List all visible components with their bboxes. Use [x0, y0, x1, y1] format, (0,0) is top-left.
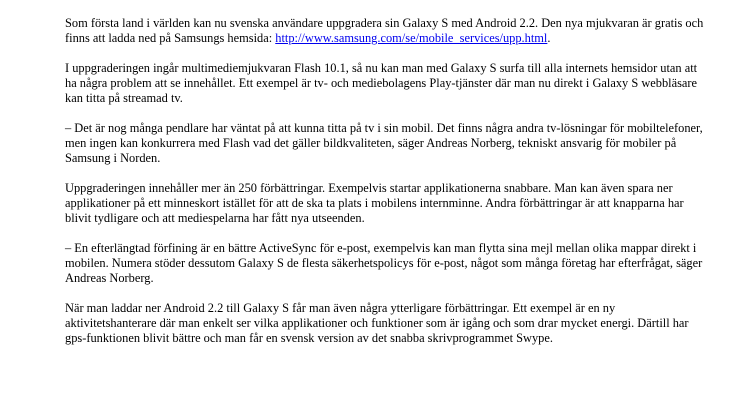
paragraph-improvements: Uppgraderingen innehåller mer än 250 förbättringar. Exempelvis startar applikationerna snabbare. Man kan även spara ner applikationer på ett minneskort istället för att de ska ta plats i mobilens internminne. Andra förbättringar är att knapparna har blivit tydligare och att mediespelarna har fått nya utseenden. — [65, 181, 684, 225]
paragraph-quote-tv: – Det är nog många pendlare har väntat på att kunna titta på tv i sin mobil. Det finns några andra tv-lösningar för mobiltelefoner, men ingen kan konkurrera med Flash vad det gäller bildkvaliteten, säger Andreas Norberg, tekniskt ansvarig för mobiler på Samsung i Norden. — [65, 121, 703, 165]
paragraph-extra-features: När man laddar ner Android 2.2 till Galaxy S får man även några ytterligare förbättringar. Ett exempel är en ny aktivitetshanterare där man enkelt ser vilka applikationer och funktioner som är igång och som drar mycket energi. Därtill har gps-funktionen blivit bättre och man får en svensk version av det snabba skrivprogrammet Swype. — [65, 301, 689, 345]
samsung-upgrade-link[interactable]: http://www.samsung.com/se/mobile_services/upp.html — [275, 31, 548, 45]
paragraph-intro — [65, 16, 705, 46]
document-body — [65, 16, 705, 361]
paragraph-text: Som första land i världen kan nu svenska användare uppgradera sin Galaxy S med Android 2.2. Den nya mjukvaran är gratis och finns att ladda ned på Samsungs hemsida: — [65, 16, 704, 45]
paragraph-text-end: . — [547, 31, 551, 45]
paragraph-quote-activesync: – En efterlängtad förfining är en bättre ActiveSync för e-post, exempelvis kan man flytta sina mejl mellan olika mappar direkt i mobilen. Numera stöder dessutom Galaxy S de flesta säkerhetspolicys för e-post, något som många företag har efterfrågat, säger Andreas Norberg. — [65, 241, 703, 285]
paragraph-flash: I uppgraderingen ingår multimediemjukvaran Flash 10.1, så nu kan man med Galaxy S surfa till alla internets hemsidor utan att ha några problem att se innehållet. Ett exempel är tv- och mediebolagens Play-tjänster där man nu direkt i Galaxy S webbläsare kan titta på streamad tv. — [65, 61, 698, 105]
